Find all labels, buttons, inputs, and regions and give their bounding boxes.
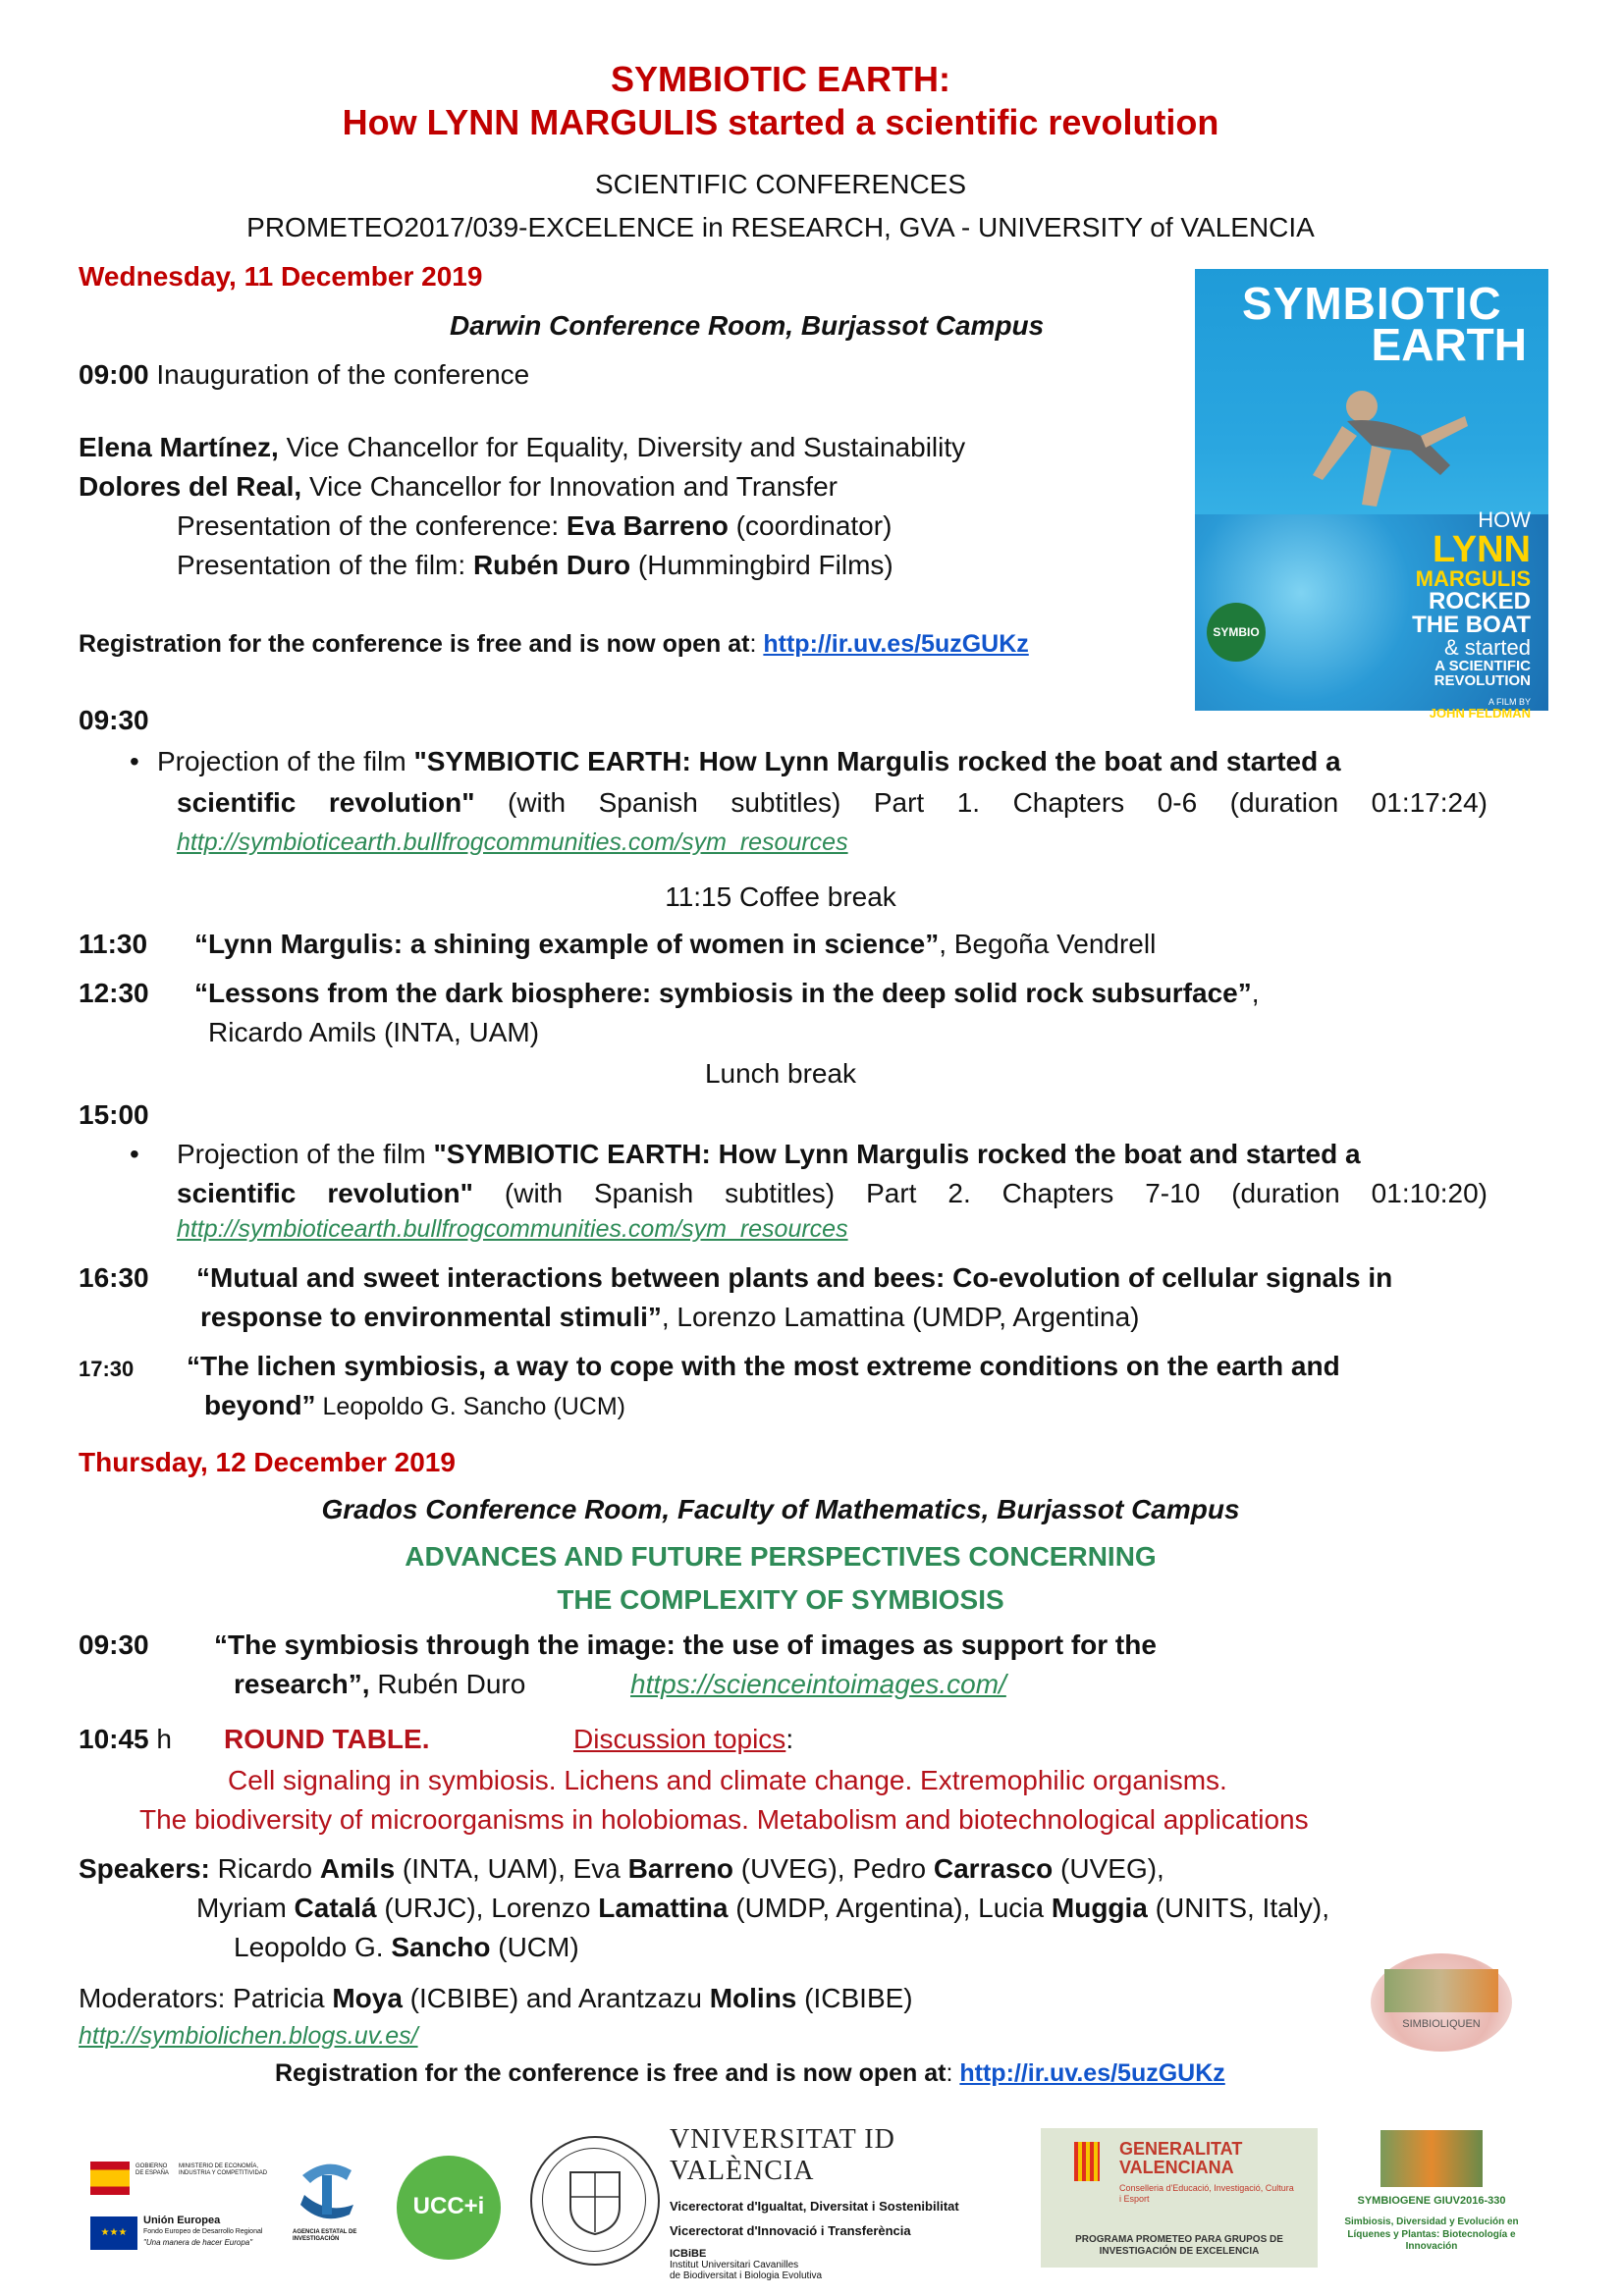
ue-logo — [90, 2215, 287, 2254]
official-1-role: Vice Chancellor for Equality, Diversity and Sustainability — [278, 432, 966, 462]
gva-flag-icon — [1074, 2142, 1100, 2181]
session-3-time: 12:30 — [79, 978, 149, 1008]
registration-row-2 — [275, 2059, 1225, 2088]
presentation-film-suffix: (Hummingbird Films) — [630, 550, 893, 580]
uv-line5: de Biodiversitat i Biologia Evolutiva — [670, 2270, 823, 2281]
speaker-text: (URJC), Lorenzo — [376, 1893, 599, 1923]
spain-flag-icon — [90, 2162, 130, 2195]
simbioliquen-logo — [1371, 1953, 1512, 2052]
session-3-speaker: Ricardo Amils (INTA, UAM) — [208, 1017, 540, 1047]
simbioliquen-image — [1384, 1969, 1498, 2012]
official-2 — [79, 471, 838, 503]
registration-link[interactable]: http://ir.uv.es/5uzGUKz — [959, 2059, 1225, 2087]
title-line2: How LYNN MARGULIS started a scientific revolution — [342, 102, 1219, 142]
gva-title-2: VALENCIANA — [1119, 2157, 1234, 2177]
bullet-2: • — [130, 1139, 139, 1169]
poster-filmby: A FILM BY — [1488, 697, 1531, 707]
session-2-time: 11:30 — [79, 929, 148, 959]
session-1-film: "SYMBIOTIC EARTH: How Lynn Margulis rocked the boat and started a — [413, 746, 1341, 776]
speaker-surname: Barreno — [627, 1853, 734, 1884]
gva-programa: PROGRAMA PROMETEO PARA GRUPOS DE INVESTIGACIÓN DE EXCELENCIA — [1075, 2234, 1283, 2257]
ue-sub1: Fondo Europeo de Desarrollo Regional — [143, 2228, 263, 2235]
session-1-prefix: Projection of the film — [157, 746, 414, 776]
session-2 — [79, 929, 147, 960]
round-table-time-row — [79, 1724, 172, 1755]
moderator-surname: Moya — [332, 1983, 403, 2013]
presentation-film-label: Presentation of the film: — [177, 550, 473, 580]
symbiogene-subtitle: Simbiosis, Diversidad y Evolución en Líquenes y Plantas: Biotecnología e Innovación — [1344, 2216, 1519, 2252]
agencia-text: AGENCIA ESTATAL DE INVESTIGACIÓN — [293, 2229, 357, 2242]
poster-ascientific: A SCIENTIFIC — [1434, 658, 1531, 674]
session-5-line2 — [200, 1302, 1140, 1333]
poster-symbio-badge: SYMBIO — [1207, 603, 1266, 662]
session-6-line2 — [204, 1390, 625, 1421]
talk-1-speaker: Rubén Duro — [369, 1669, 526, 1699]
discussion-topics-2: The biodiversity of microorganisms in holobiomas. Metabolism and biotechnological applications — [139, 1804, 1309, 1835]
session-1-time: 09:30 — [79, 705, 149, 735]
session-5-title-1: “Mutual and sweet interactions between plants and bees: Co-evolution of cellular signals in — [196, 1262, 1393, 1293]
film-poster — [1195, 269, 1548, 721]
speakers-line-1 — [79, 1853, 1164, 1885]
gva-title-1: GENERALITAT — [1119, 2139, 1243, 2159]
poster-title-1: SYMBIOTIC — [1242, 278, 1502, 329]
uv-line4: Institut Universitari Cavanilles — [670, 2260, 799, 2270]
uv-seal-logo — [530, 2136, 660, 2266]
subtitle-conferences: SCIENTIFIC CONFERENCES — [594, 169, 967, 199]
poster-figure — [1303, 377, 1470, 514]
poster-tagline — [1412, 509, 1531, 720]
session-4-line1 — [177, 1139, 1361, 1170]
official-1-name: Elena Martínez, — [79, 432, 279, 462]
moderators-text: Moderators: Patricia — [79, 1983, 333, 2013]
presentation-conference — [177, 510, 892, 542]
discussion-topics-1: Cell signaling in symbiosis. Lichens and climate change. Extremophilic organisms. — [228, 1765, 1227, 1795]
speaker-surname: Lamattina — [598, 1893, 729, 1923]
official-2-role: Vice Chancellor for Innovation and Transfer — [301, 471, 838, 502]
uv-name: VNIVERSITAT ID VALÈNCIA — [670, 2124, 895, 2186]
speaker-surname: Sancho — [391, 1932, 491, 1962]
poster-theboat: THE BOAT — [1412, 612, 1531, 638]
uv-text-logo — [670, 2124, 1043, 2281]
session-1-link[interactable]: http://symbioticearth.bullfrogcommunities.com/sym_resources — [177, 828, 848, 856]
symbiogene-logo — [1333, 2126, 1530, 2269]
speaker-text: Leopoldo G. — [234, 1932, 392, 1962]
discussion-topics-row — [573, 1724, 793, 1755]
inauguration-time: 09:00 — [79, 359, 149, 390]
speaker-text: (UVEG), — [1053, 1853, 1164, 1884]
moderators-line — [79, 1983, 913, 2014]
uv-line3: ICBiBE — [670, 2248, 707, 2260]
session-6-speaker: Leopoldo G. Sancho (UCM) — [315, 1393, 625, 1420]
session-1-details: (with Spanish subtitles) Part 1. Chapters 0-6 (duration 01:17:24) — [474, 787, 1488, 818]
talk-1-title-1: “The symbiosis through the image: the use of images as support for the — [214, 1629, 1157, 1660]
presentation-film — [177, 550, 893, 581]
inauguration-row — [79, 359, 529, 391]
gva-conselleria: Conselleria d'Educació, Investigació, Cultura i Esport — [1119, 2183, 1294, 2204]
session-4-prefix: Projection of the film — [177, 1139, 434, 1169]
speakers-line-3 — [234, 1932, 579, 1963]
session-4-link[interactable]: http://symbioticearth.bullfrogcommunities.com/sym_resources — [177, 1215, 848, 1243]
session-1-line2 — [177, 787, 1488, 819]
ucc-logo — [397, 2156, 501, 2260]
session-4-line2 — [177, 1178, 1488, 1209]
speakers-label: Speakers: — [79, 1853, 218, 1884]
poster-title-2: EARTH — [1371, 319, 1527, 370]
speakers-line-2 — [196, 1893, 1329, 1924]
eu-flag-icon: ★★★ — [90, 2216, 137, 2250]
poster-lynn: LYNN — [1433, 529, 1531, 570]
session-6-title-1: “The lichen symbiosis, a way to cope with the most extreme conditions on the earth and — [187, 1351, 1340, 1381]
gva-logo — [1041, 2128, 1318, 2268]
session-3-comma: , — [1251, 978, 1260, 1008]
title-line1: SYMBIOTIC EARTH: — [611, 59, 950, 99]
gobierno-text: GOBIERNO DE ESPAÑA — [135, 2163, 169, 2176]
poster-revolution: REVOLUTION — [1434, 672, 1531, 689]
moderator-surname: Molins — [709, 1983, 797, 2013]
lunch-break: Lunch break — [704, 1058, 857, 1089]
speaker-text: (UNITS, Italy), — [1147, 1893, 1330, 1923]
day2-venue: Grados Conference Room, Faculty of Mathematics, Burjassot Campus — [321, 1494, 1240, 1524]
poster-director: JOHN FELDMAN — [1429, 706, 1531, 721]
registration-text: Registration for the conference is free and is now open at — [79, 630, 750, 658]
poster-rocked: ROCKED — [1428, 588, 1531, 614]
session-4-film: "SYMBIOTIC EARTH: How Lynn Margulis rocked the boat and started a — [433, 1139, 1361, 1169]
uv-line2: Vicerectorat d'Innovació i Transferència — [670, 2223, 911, 2238]
speaker-text: (INTA, UAM), Eva — [395, 1853, 628, 1884]
coffee-break: 11:15 Coffee break — [665, 881, 896, 912]
speaker-text: (UCM) — [490, 1932, 579, 1962]
session-6-title-2: beyond” — [204, 1390, 316, 1420]
session-2-title: “Lynn Margulis: a shining example of women in science” — [194, 929, 940, 959]
presentation-conference-label: Presentation of the conference: — [177, 510, 567, 541]
agencia-logo — [293, 2156, 361, 2260]
registration-colon: : — [946, 2059, 960, 2087]
session-5-speaker: , Lorenzo Lamattina (UMDP, Argentina) — [661, 1302, 1140, 1332]
moderators-text: (ICBIBE) and Arantzazu — [402, 1983, 710, 2013]
ue-sub2: "Una manera de hacer Europa" — [143, 2238, 253, 2247]
poster-margulis: MARGULIS — [1415, 566, 1531, 591]
ue-title: Unión Europea — [143, 2215, 221, 2226]
round-table-title: ROUND TABLE. — [224, 1724, 430, 1754]
speaker-text: Ricardo — [217, 1853, 320, 1884]
speaker-text: (UVEG), Pedro — [733, 1853, 934, 1884]
uv-shield-icon — [566, 2167, 624, 2236]
speaker-text: (UMDP, Argentina), Lucia — [728, 1893, 1052, 1923]
symbiogene-image — [1380, 2130, 1483, 2187]
session-1-film-end: scientific revolution" — [177, 787, 475, 818]
talk-1-link[interactable]: https://scienceintoimages.com/ — [630, 1669, 1006, 1699]
registration-link[interactable]: http://ir.uv.es/5uzGUKz — [763, 630, 1029, 658]
session-5-time: 16:30 — [79, 1262, 149, 1293]
ministerio-text: MINISTERIO DE ECONOMÍA, INDUSTRIA Y COMPETITIVIDAD — [179, 2163, 268, 2176]
day2-date: Thursday, 12 December 2019 — [79, 1447, 456, 1477]
speaker-surname: Carrasco — [933, 1853, 1054, 1884]
session-4-film-end: scientific revolution" — [177, 1178, 473, 1208]
session-5-title-2: response to environmental stimuli” — [200, 1302, 662, 1332]
official-1 — [79, 432, 965, 463]
session-6-time: 17:30 — [79, 1357, 135, 1381]
speaker-surname: Muggia — [1051, 1893, 1148, 1923]
subtitle-prometeo: PROMETEO2017/039-EXCELENCE in RESEARCH, GVA - UNIVERSITY of VALENCIA — [246, 212, 1315, 242]
round-table-time: 10:45 — [79, 1724, 149, 1754]
agencia-e-icon — [293, 2156, 361, 2224]
day2-theme-2: THE COMPLEXITY OF SYMBIOSIS — [557, 1584, 1004, 1615]
speaker-surname: Catalá — [294, 1893, 377, 1923]
gobierno-logo — [90, 2158, 277, 2199]
speaker-text: Myriam — [196, 1893, 295, 1923]
session-3-title: “Lessons from the dark biosphere: symbiosis in the deep solid rock subsurface” — [194, 978, 1252, 1008]
moderators-text: (ICBIBE) — [796, 1983, 913, 2013]
uv-line1: Vicerectorat d'Igualtat, Diversitat i Sostenibilitat — [670, 2199, 959, 2214]
talk-1-line2 — [234, 1669, 525, 1700]
poster-how: HOW — [1478, 507, 1531, 532]
inauguration-text: Inauguration of the conference — [148, 359, 530, 390]
simbioliquen-label: SIMBIOLIQUEN — [1402, 2018, 1481, 2030]
discussion-topics-label: Discussion topics — [573, 1724, 786, 1754]
blog-link[interactable]: http://symbiolichen.blogs.uv.es/ — [79, 2022, 418, 2050]
presentation-film-name: Rubén Duro — [472, 550, 631, 580]
day2-theme-1: ADVANCES AND FUTURE PERSPECTIVES CONCERNING — [405, 1541, 1157, 1572]
registration-text: Registration for the conference is free and is now open at — [275, 2059, 947, 2087]
speaker-surname: Amils — [319, 1853, 396, 1884]
session-4-time: 15:00 — [79, 1099, 149, 1130]
official-2-name: Dolores del Real, — [79, 471, 302, 502]
talk-1-time: 09:30 — [79, 1629, 149, 1660]
session-3-content — [194, 978, 1260, 1009]
registration-row-1 — [79, 630, 1029, 659]
day1-venue: Darwin Conference Room, Burjassot Campus — [450, 310, 1045, 341]
talk-1-title-2: research”, — [234, 1669, 370, 1699]
poster-started: & started — [1443, 635, 1531, 660]
symbiogene-title: SYMBIOGENE GIUV2016-330 — [1357, 2195, 1506, 2207]
discussion-topics-colon: : — [785, 1724, 794, 1754]
session-4-details: (with Spanish subtitles) Part 2. Chapters 7-10 (duration 01:10:20) — [472, 1178, 1488, 1208]
day1-date: Wednesday, 11 December 2019 — [79, 261, 483, 292]
round-table-h: h — [148, 1724, 172, 1754]
ucc-text: UCC+i — [412, 2193, 485, 2219]
registration-colon: : — [749, 630, 764, 658]
session-2-speaker: , Begoña Vendrell — [939, 929, 1157, 959]
bullet-1: • — [130, 746, 139, 776]
session-2-content — [194, 929, 1156, 960]
session-1-line1 — [157, 746, 1341, 777]
presentation-conference-name: Eva Barreno — [566, 510, 729, 541]
presentation-conference-suffix: (coordinator) — [728, 510, 893, 541]
